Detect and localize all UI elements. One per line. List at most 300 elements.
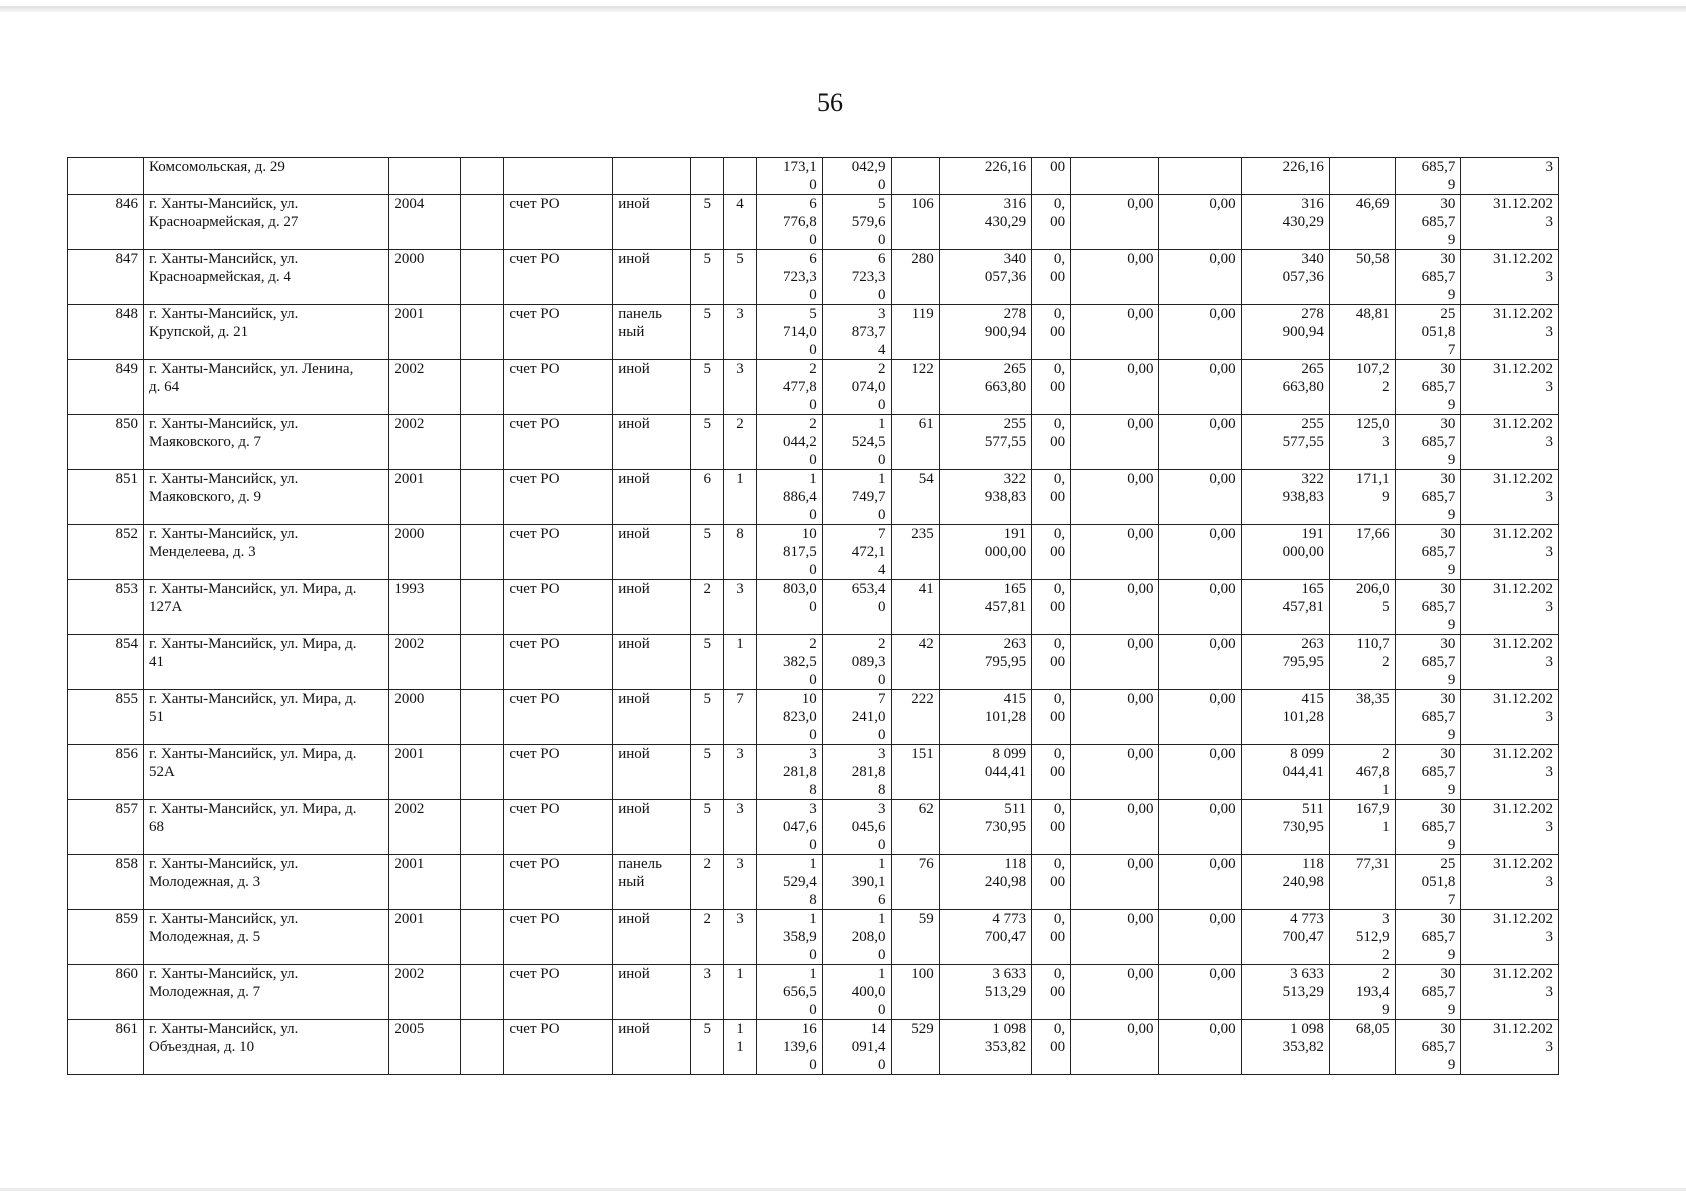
cell-total-area	[756, 470, 822, 525]
owner-funds-text: 255 577,55	[1282, 416, 1324, 450]
cell-entrances	[724, 635, 757, 690]
row-number-text: 852	[115, 526, 138, 542]
entrances-text: 2	[736, 416, 744, 432]
cell-empty-col	[461, 470, 504, 525]
cell-limit-cost	[1395, 415, 1461, 470]
table-row	[68, 965, 1559, 1020]
cell-address	[143, 580, 388, 635]
deadline-text: 31.12.202 3	[1493, 196, 1553, 230]
cell-deadline	[1461, 415, 1559, 470]
table-row	[68, 745, 1559, 800]
cell-owner-funds	[1241, 1020, 1329, 1075]
limit-cost-text: 30 685,7 9	[1421, 471, 1456, 523]
cost-per-sqm-text: 38,35	[1355, 691, 1390, 707]
cell-year	[389, 910, 461, 965]
residents-text: 106	[911, 196, 934, 212]
cell-funds-share	[1032, 525, 1071, 580]
total-area-text: 2 044,2 0	[782, 416, 817, 468]
cell-owner-funds	[1241, 470, 1329, 525]
cell-fund-share-1	[1071, 745, 1159, 800]
deadline-text: 31.12.202 3	[1493, 691, 1553, 725]
fund-share-1-text: 0,00	[1127, 911, 1154, 927]
cell-owner-funds	[1241, 745, 1329, 800]
entrances-text: 3	[736, 306, 744, 322]
living-area-text: 1 749,7 0	[851, 471, 886, 523]
cell-funds-share	[1032, 690, 1071, 745]
cell-floors	[691, 635, 724, 690]
year-text: 2002	[394, 801, 425, 817]
cell-funds-share	[1032, 250, 1071, 305]
fund-share-2-text: 0,00	[1209, 801, 1236, 817]
total-cost-text: 255 577,55	[984, 416, 1027, 450]
floors-text: 5	[703, 691, 711, 707]
account-type-text: счет РО	[509, 691, 560, 707]
total-area-text: 5 714,0 0	[782, 306, 817, 358]
cell-address	[143, 195, 388, 250]
cell-year	[389, 415, 461, 470]
table-row	[68, 1020, 1559, 1075]
cell-row-number	[68, 965, 144, 1020]
table-row-continued	[68, 158, 1559, 195]
year-text: 2001	[394, 911, 425, 927]
cell-limit-cost	[1395, 195, 1461, 250]
cell-address	[143, 250, 388, 305]
address-text: г. Ханты-Мансийск, ул. Маяковского, д. 7	[148, 416, 299, 450]
cell-owner-funds	[1241, 965, 1329, 1020]
entrances-text: 5	[736, 251, 744, 267]
cell-account-type	[504, 360, 613, 415]
year-text: 2001	[394, 471, 425, 487]
year-text: 2004	[394, 196, 425, 212]
total-cost-text: 118 240,98	[984, 856, 1027, 890]
cell-year	[389, 580, 461, 635]
wall-type-text: панель ный	[618, 306, 662, 340]
cell-year	[389, 470, 461, 525]
cost-per-sqm-text: 17,66	[1355, 526, 1390, 542]
total-cost-text: 1 098 353,82	[984, 1021, 1027, 1055]
cell-deadline	[1461, 525, 1559, 580]
cell-cost-per-sqm	[1329, 1020, 1395, 1075]
cost-per-sqm-text: 125,0 3	[1355, 416, 1390, 450]
cell-owner-funds	[1241, 580, 1329, 635]
cell-floors	[691, 1020, 724, 1075]
cost-per-sqm-text: 77,31	[1355, 856, 1390, 872]
cell-living-area	[822, 525, 891, 580]
cell-deadline	[1461, 635, 1559, 690]
cell-wall-type	[613, 470, 691, 525]
deadline-text: 31.12.202 3	[1493, 306, 1553, 340]
cell-total-cost	[939, 745, 1031, 800]
cell-year	[389, 525, 461, 580]
fund-share-2-text: 0,00	[1209, 196, 1236, 212]
table-row	[68, 855, 1559, 910]
cell-empty-col	[461, 745, 504, 800]
cell-year	[389, 305, 461, 360]
cell-cost-per-sqm	[1329, 965, 1395, 1020]
fund-share-2-text: 0,00	[1209, 856, 1236, 872]
total-area-text: 2 382,5 0	[782, 636, 817, 688]
wall-type-text: иной	[618, 636, 650, 652]
cell-total-cost	[939, 195, 1031, 250]
residents-text: 41	[918, 581, 934, 597]
owner-funds-text: 8 099 044,41	[1282, 746, 1324, 780]
cell-fund-share-2	[1159, 470, 1241, 525]
entrances-text: 4	[736, 196, 744, 212]
cell-address	[143, 965, 388, 1020]
cell-account-type	[504, 415, 613, 470]
cell-entrances	[724, 305, 757, 360]
cell-address	[143, 910, 388, 965]
total-cost-text: 4 773 700,47	[984, 911, 1027, 945]
cell-living-area	[822, 305, 891, 360]
total-area-text: 2 477,8 0	[782, 361, 817, 413]
cell-total-area	[756, 360, 822, 415]
cell-living-area	[822, 635, 891, 690]
fund-share-1-text: 0,00	[1127, 636, 1154, 652]
entrances-text: 7	[736, 691, 744, 707]
cell-floors	[691, 965, 724, 1020]
fund-share-2-text: 0,00	[1209, 361, 1236, 377]
cell-entrances	[724, 580, 757, 635]
cell-residents	[891, 965, 939, 1020]
cell-fund-share-1	[1071, 965, 1159, 1020]
cell-limit-cost	[1395, 635, 1461, 690]
cell-cost-per-sqm	[1329, 800, 1395, 855]
fund-share-2-text: 0,00	[1209, 526, 1236, 542]
cell-wall-type	[613, 158, 691, 195]
cell-fund-share-1	[1071, 470, 1159, 525]
cell-floors	[691, 415, 724, 470]
entrances-text: 3	[736, 746, 744, 762]
year-text: 2002	[394, 966, 425, 982]
residents-text: 529	[911, 1021, 934, 1037]
cost-per-sqm-text: 2 467,8 1	[1355, 746, 1390, 798]
address-text: г. Ханты-Мансийск, ул. Мира, д. 52А	[148, 746, 357, 780]
row-number-text: 857	[115, 801, 138, 817]
cell-funds-share	[1032, 910, 1071, 965]
cell-account-type	[504, 690, 613, 745]
address-text: г. Ханты-Мансийск, ул. Молодежная, д. 7	[148, 966, 299, 1000]
cell-total-area	[756, 800, 822, 855]
cell-deadline	[1461, 250, 1559, 305]
table-row	[68, 635, 1559, 690]
wall-type-text: иной	[618, 746, 650, 762]
residents-text: 222	[911, 691, 934, 707]
cell-row-number	[68, 525, 144, 580]
cell-limit-cost	[1395, 470, 1461, 525]
funds-share-text: 0, 00	[1050, 416, 1066, 450]
fund-share-1-text: 0,00	[1127, 196, 1154, 212]
cell-funds-share	[1032, 635, 1071, 690]
limit-cost-text: 30 685,7 9	[1421, 1021, 1456, 1073]
cell-living-area	[822, 470, 891, 525]
funds-share-text: 0, 00	[1050, 306, 1066, 340]
owner-funds-text: 191 000,00	[1282, 526, 1324, 560]
cell-cost-per-sqm	[1329, 158, 1395, 195]
cell-entrances	[724, 415, 757, 470]
fund-share-2-text: 0,00	[1209, 691, 1236, 707]
cell-account-type	[504, 525, 613, 580]
total-area-text: 1 656,5 0	[782, 966, 817, 1018]
limit-cost-text: 30 685,7 9	[1421, 581, 1456, 633]
cell-total-area	[756, 415, 822, 470]
cell-empty-col	[461, 800, 504, 855]
cell-cost-per-sqm	[1329, 470, 1395, 525]
funds-share-text: 0, 00	[1050, 251, 1066, 285]
cell-total-cost	[939, 965, 1031, 1020]
address-text: Комсомольская, д. 29	[148, 159, 285, 175]
cell-address	[143, 800, 388, 855]
cell-funds-share	[1032, 158, 1071, 195]
living-area-text: 6 723,3 0	[851, 251, 886, 303]
cell-entrances	[724, 910, 757, 965]
owner-funds-text: 340 057,36	[1282, 251, 1324, 285]
cell-account-type	[504, 855, 613, 910]
entrances-text: 8	[736, 526, 744, 542]
table-row	[68, 195, 1559, 250]
floors-text: 5	[703, 196, 711, 212]
cell-empty-col	[461, 965, 504, 1020]
total-cost-text: 322 938,83	[984, 471, 1027, 505]
residents-text: 62	[918, 801, 934, 817]
cell-year	[389, 965, 461, 1020]
floors-text: 5	[703, 251, 711, 267]
total-area-text: 1 886,4 0	[782, 471, 817, 523]
table-row	[68, 910, 1559, 965]
table-row	[68, 525, 1559, 580]
limit-cost-text: 30 685,7 9	[1421, 361, 1456, 413]
residents-text: 54	[918, 471, 934, 487]
cell-cost-per-sqm	[1329, 525, 1395, 580]
owner-funds-text: 322 938,83	[1282, 471, 1324, 505]
account-type-text: счет РО	[509, 801, 560, 817]
cell-wall-type	[613, 580, 691, 635]
fund-share-2-text: 0,00	[1209, 636, 1236, 652]
cell-fund-share-2	[1159, 745, 1241, 800]
cell-fund-share-2	[1159, 800, 1241, 855]
cell-living-area	[822, 360, 891, 415]
cell-wall-type	[613, 195, 691, 250]
cell-deadline	[1461, 470, 1559, 525]
entrances-text: 1	[736, 471, 744, 487]
total-area-text: 1 358,9 0	[782, 911, 817, 963]
limit-cost-text: 30 685,7 9	[1421, 966, 1456, 1018]
wall-type-text: иной	[618, 801, 650, 817]
address-text: г. Ханты-Мансийск, ул. Красноармейская, д. 4	[148, 251, 299, 285]
cell-floors	[691, 305, 724, 360]
cell-year	[389, 800, 461, 855]
cell-year	[389, 1020, 461, 1075]
cell-fund-share-2	[1159, 415, 1241, 470]
total-area-text: 3 047,6 0	[782, 801, 817, 853]
cell-total-cost	[939, 1020, 1031, 1075]
cell-residents	[891, 910, 939, 965]
year-text: 2001	[394, 856, 425, 872]
limit-cost-text: 30 685,7 9	[1421, 526, 1456, 578]
fund-share-2-text: 0,00	[1209, 306, 1236, 322]
address-text: г. Ханты-Мансийск, ул. Молодежная, д. 5	[148, 911, 299, 945]
cell-cost-per-sqm	[1329, 305, 1395, 360]
year-text: 2001	[394, 306, 425, 322]
limit-cost-text: 30 685,7 9	[1421, 196, 1456, 248]
cell-address	[143, 745, 388, 800]
floors-text: 5	[703, 416, 711, 432]
cell-cost-per-sqm	[1329, 855, 1395, 910]
entrances-text: 3	[736, 361, 744, 377]
cell-floors	[691, 580, 724, 635]
cell-total-area	[756, 855, 822, 910]
cell-fund-share-2	[1159, 250, 1241, 305]
limit-cost-text: 30 685,7 9	[1421, 251, 1456, 303]
cell-empty-col	[461, 305, 504, 360]
housing-registry-table	[67, 157, 1559, 1075]
floors-text: 5	[703, 746, 711, 762]
fund-share-2-text: 0,00	[1209, 251, 1236, 267]
cell-entrances	[724, 800, 757, 855]
deadline-text: 31.12.202 3	[1493, 581, 1553, 615]
address-text: г. Ханты-Мансийск, ул. Молодежная, д. 3	[148, 856, 299, 890]
address-text: г. Ханты-Мансийск, ул. Ленина, д. 64	[148, 361, 354, 395]
row-number-text: 853	[115, 581, 138, 597]
total-cost-text: 3 633 513,29	[984, 966, 1027, 1000]
account-type-text: счет РО	[509, 1021, 560, 1037]
total-area-text: 10 823,0 0	[782, 691, 817, 743]
entrances-text: 1	[736, 966, 744, 982]
cell-residents	[891, 195, 939, 250]
cell-living-area	[822, 910, 891, 965]
living-area-text: 2 074,0 0	[851, 361, 886, 413]
cell-residents	[891, 158, 939, 195]
cell-deadline	[1461, 158, 1559, 195]
living-area-text: 2 089,3 0	[851, 636, 886, 688]
cell-fund-share-2	[1159, 305, 1241, 360]
residents-text: 61	[918, 416, 934, 432]
cell-entrances	[724, 745, 757, 800]
cell-address	[143, 1020, 388, 1075]
floors-text: 5	[703, 636, 711, 652]
year-text: 2000	[394, 251, 425, 267]
owner-funds-text: 263 795,95	[1282, 636, 1324, 670]
wall-type-text: иной	[618, 911, 650, 927]
cell-account-type	[504, 800, 613, 855]
cell-funds-share	[1032, 360, 1071, 415]
fund-share-2-text: 0,00	[1209, 1021, 1236, 1037]
fund-share-2-text: 0,00	[1209, 966, 1236, 982]
living-area-text: 1 524,5 0	[851, 416, 886, 468]
cell-total-cost	[939, 800, 1031, 855]
row-number-text: 848	[115, 306, 138, 322]
cell-fund-share-1	[1071, 800, 1159, 855]
owner-funds-text: 316 430,29	[1282, 196, 1324, 230]
cell-floors	[691, 525, 724, 580]
fund-share-1-text: 0,00	[1127, 306, 1154, 322]
cell-row-number	[68, 470, 144, 525]
cost-per-sqm-text: 46,69	[1355, 196, 1390, 212]
cell-wall-type	[613, 855, 691, 910]
cell-fund-share-1	[1071, 1020, 1159, 1075]
cell-fund-share-2	[1159, 965, 1241, 1020]
cell-deadline	[1461, 580, 1559, 635]
address-text: г. Ханты-Мансийск, ул. Менделеева, д. 3	[148, 526, 299, 560]
cell-address	[143, 635, 388, 690]
row-number-text: 856	[115, 746, 138, 762]
wall-type-text: иной	[618, 526, 650, 542]
limit-cost-text: 30 685,7 9	[1421, 801, 1456, 853]
cell-deadline	[1461, 195, 1559, 250]
cell-fund-share-2	[1159, 910, 1241, 965]
fund-share-1-text: 0,00	[1127, 471, 1154, 487]
cell-limit-cost	[1395, 250, 1461, 305]
cell-total-area	[756, 305, 822, 360]
cell-row-number	[68, 415, 144, 470]
total-cost-text: 165 457,81	[984, 581, 1027, 615]
funds-share-text: 0, 00	[1050, 1021, 1066, 1055]
residents-text: 100	[911, 966, 934, 982]
wall-type-text: иной	[618, 581, 650, 597]
owner-funds-text: 1 098 353,82	[1282, 1021, 1324, 1055]
cell-owner-funds	[1241, 415, 1329, 470]
cell-entrances	[724, 470, 757, 525]
total-cost-text: 8 099 044,41	[984, 746, 1027, 780]
cell-row-number	[68, 580, 144, 635]
deadline-text: 31.12.202 3	[1493, 471, 1553, 505]
entrances-text: 3	[736, 581, 744, 597]
cost-per-sqm-text: 2 193,4 9	[1355, 966, 1390, 1018]
cell-funds-share	[1032, 800, 1071, 855]
total-cost-text: 316 430,29	[984, 196, 1027, 230]
fund-share-2-text: 0,00	[1209, 581, 1236, 597]
cost-per-sqm-text: 3 512,9 2	[1355, 911, 1390, 963]
cell-total-area	[756, 690, 822, 745]
cell-living-area	[822, 250, 891, 305]
fund-share-1-text: 0,00	[1127, 1021, 1154, 1037]
wall-type-text: панель ный	[618, 856, 662, 890]
cell-row-number	[68, 158, 144, 195]
owner-funds-text: 118 240,98	[1282, 856, 1324, 890]
account-type-text: счет РО	[509, 196, 560, 212]
wall-type-text: иной	[618, 251, 650, 267]
residents-text: 119	[911, 306, 934, 322]
cell-empty-col	[461, 690, 504, 745]
cell-address	[143, 855, 388, 910]
fund-share-1-text: 0,00	[1127, 361, 1154, 377]
address-text: г. Ханты-Мансийск, ул. Крупской, д. 21	[148, 306, 299, 340]
funds-share-text: 0, 00	[1050, 361, 1066, 395]
cell-account-type	[504, 910, 613, 965]
wall-type-text: иной	[618, 196, 650, 212]
cost-per-sqm-text: 48,81	[1355, 306, 1390, 322]
cell-total-area	[756, 910, 822, 965]
cell-deadline	[1461, 910, 1559, 965]
cell-owner-funds	[1241, 635, 1329, 690]
cell-account-type	[504, 1020, 613, 1075]
total-area-text: 6 723,3 0	[782, 251, 817, 303]
cell-residents	[891, 360, 939, 415]
cell-fund-share-1	[1071, 855, 1159, 910]
cell-residents	[891, 470, 939, 525]
account-type-text: счет РО	[509, 526, 560, 542]
address-text: г. Ханты-Мансийск, ул. Объездная, д. 10	[148, 1021, 299, 1055]
owner-funds-text: 4 773 700,47	[1282, 911, 1324, 945]
table-row	[68, 690, 1559, 745]
cell-total-cost	[939, 690, 1031, 745]
year-text: 2002	[394, 361, 425, 377]
cell-deadline	[1461, 800, 1559, 855]
cell-total-cost	[939, 305, 1031, 360]
cell-residents	[891, 855, 939, 910]
cell-total-area	[756, 158, 822, 195]
funds-share-text: 0, 00	[1050, 746, 1066, 780]
